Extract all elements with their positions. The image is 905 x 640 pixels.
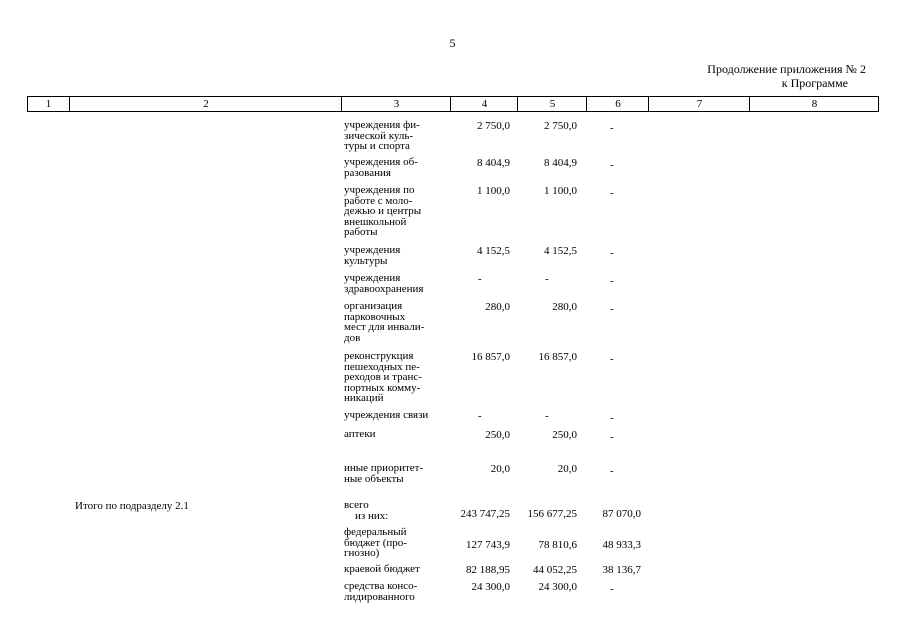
- total-row-name-line: средства консо-: [344, 580, 418, 592]
- col-header-1: 1: [45, 98, 52, 110]
- table-row-col6-value: -: [610, 275, 614, 287]
- table-row-col5-value: -: [545, 410, 549, 422]
- total-row-col4-value: 243 747,25: [460, 508, 510, 520]
- table-row-col6-value: -: [610, 353, 614, 365]
- table-row-name: [344, 463, 449, 484]
- table-row-name-line: аптеки: [344, 428, 376, 440]
- table-row-col6-value: -: [610, 122, 614, 134]
- table-row-name-line: реконструкция: [344, 350, 414, 362]
- table-row-col6-value: -: [610, 465, 614, 477]
- table-row-col5-value: 8 404,9: [544, 157, 577, 169]
- continuation-line-1: Продолжение приложения № 2: [707, 62, 866, 76]
- table-row-col4-value: 4 152,5: [477, 245, 510, 257]
- page-number: 5: [449, 36, 456, 50]
- table-row-col4-value: -: [478, 273, 482, 285]
- col-header-3: 3: [341, 97, 451, 111]
- column-header-row: [27, 96, 879, 112]
- total-row-col5-value: 44 052,25: [533, 564, 577, 576]
- total-row-col4-value: 24 300,0: [471, 581, 510, 593]
- total-row-col4-value: 127 743,9: [466, 539, 510, 551]
- total-row-col5-value: 156 677,25: [527, 508, 577, 520]
- table-row-name-line: работы: [344, 226, 378, 238]
- total-row-col6-value: 38 136,7: [602, 564, 641, 576]
- total-row-name-line: лидированного: [344, 590, 415, 603]
- total-row-name: [344, 527, 449, 559]
- col-header-8: 8: [749, 97, 879, 111]
- table-row-col5-value: 4 152,5: [544, 245, 577, 257]
- table-row-col4-value: 8 404,9: [477, 157, 510, 169]
- table-row-name-line: парковочных: [344, 310, 406, 323]
- table-row-col6-value: -: [610, 303, 614, 315]
- total-row-name-line: всего: [344, 499, 369, 511]
- total-row-name: [344, 500, 449, 521]
- table-row-name-line: портных комму-: [344, 381, 421, 394]
- col-header-4: 4: [450, 97, 518, 111]
- col-header-6: 6: [586, 97, 649, 111]
- table-row-name-line: культуры: [344, 254, 388, 267]
- table-row-col6-value: -: [610, 431, 614, 443]
- table-row-name-line: пешеходных пе-: [344, 360, 420, 373]
- col-header-2: 2: [69, 97, 342, 111]
- table-row-name-line: учреждения связи: [344, 409, 429, 421]
- col-header-7: 7: [648, 97, 750, 111]
- table-row-col5-value: 16 857,0: [538, 351, 577, 363]
- total-row-col5-value: 78 810,6: [538, 539, 577, 551]
- table-row-name-line: никаций: [344, 392, 384, 404]
- table-row-name-line: ные объекты: [344, 472, 404, 485]
- table-row-name: [344, 273, 449, 294]
- table-row-name: [344, 429, 449, 440]
- total-row-col6-value: -: [610, 583, 614, 595]
- table-row-name-line: учреждения об-: [344, 156, 418, 168]
- table-row-name-line: здравоохранения: [344, 282, 424, 295]
- table-row-col4-value: -: [478, 410, 482, 422]
- table-row-col5-value: 1 100,0: [544, 185, 577, 197]
- total-row-name: [344, 564, 449, 575]
- table-row-name-line: туры и спорта: [344, 140, 410, 152]
- table-row-col5-value: 20,0: [557, 463, 577, 475]
- table-row-name: [344, 157, 449, 178]
- table-row-name-line: учреждения по: [344, 184, 415, 196]
- table-row-name-line: внешкольной: [344, 215, 407, 228]
- table-row-col6-value: -: [610, 412, 614, 424]
- table-row-name-line: организация: [344, 300, 403, 312]
- table-row-name-line: работе с моло-: [344, 194, 413, 207]
- table-row-col4-value: 1 100,0: [477, 185, 510, 197]
- total-row-col4-value: 82 188,95: [466, 564, 510, 576]
- table-row-name-line: учреждения фи-: [344, 119, 420, 131]
- total-label: Итого по подразделу 2.1: [75, 500, 189, 512]
- table-row-name: [344, 185, 449, 238]
- continuation-caption: [707, 62, 866, 90]
- table-row-col4-value: 280,0: [485, 301, 510, 313]
- table-row-col5-value: 250,0: [552, 429, 577, 441]
- total-row-name: [344, 581, 449, 602]
- table-row-name: [344, 351, 449, 404]
- table-row-name-line: реходов и транс-: [344, 371, 422, 383]
- table-row-col4-value: 20,0: [490, 463, 510, 475]
- total-row-name-line: федеральный: [344, 526, 407, 538]
- table-row-name-line: учреждения: [344, 272, 401, 284]
- total-row-col5-value: 24 300,0: [538, 581, 577, 593]
- table-row-name-line: дов: [344, 331, 361, 344]
- table-row-name-line: дежью и центры: [344, 205, 422, 217]
- table-row-col5-value: 2 750,0: [544, 120, 577, 132]
- table-row-name-line: учреждения: [344, 244, 401, 256]
- table-row-name: [344, 245, 449, 266]
- table-row-name: [344, 301, 449, 343]
- total-row-name-line: бюджет (про-: [344, 536, 407, 549]
- total-row-col6-value: 87 070,0: [602, 508, 641, 520]
- table-row-col4-value: 2 750,0: [477, 120, 510, 132]
- table-row-col6-value: -: [610, 247, 614, 259]
- table-row-col4-value: 16 857,0: [471, 351, 510, 363]
- table-row-name-line: зической куль-: [344, 129, 414, 142]
- total-row-name-line: из них:: [344, 509, 389, 522]
- table-row-col5-value: -: [545, 273, 549, 285]
- total-row-col6-value: 48 933,3: [602, 539, 641, 551]
- table-row-name-line: мест для инвали-: [344, 321, 425, 333]
- col-header-5: 5: [517, 97, 587, 111]
- table-row-col5-value: 280,0: [552, 301, 577, 313]
- table-row-name: [344, 120, 449, 152]
- table-row-name-line: разования: [344, 166, 391, 179]
- table-row-col6-value: -: [610, 187, 614, 199]
- table-row-col6-value: -: [610, 159, 614, 171]
- table-row-name: [344, 410, 449, 421]
- continuation-line-2: к Программе: [781, 76, 848, 90]
- total-row-name-line: краевой бюджет: [344, 563, 420, 575]
- table-row-col4-value: 250,0: [485, 429, 510, 441]
- table-row-name-line: иные приоритет-: [344, 462, 424, 474]
- total-row-name-line: гнозно): [344, 547, 380, 559]
